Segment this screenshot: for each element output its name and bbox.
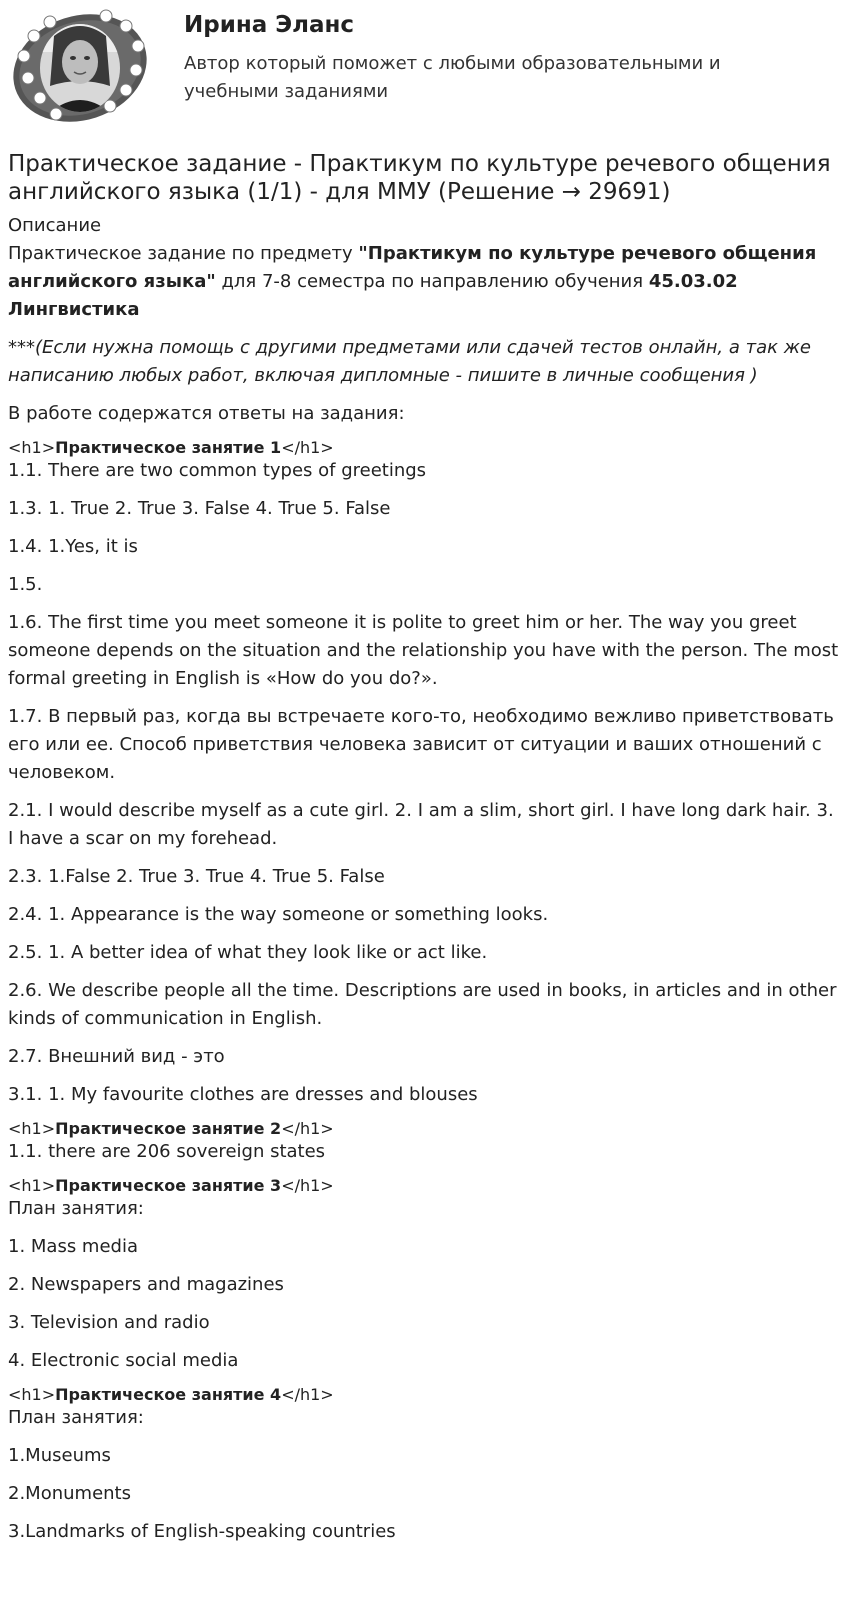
answer-item: 2.7. Внешний вид - это	[8, 1046, 225, 1067]
description-text	[8, 240, 839, 324]
h1-open-tag: <h1>	[8, 1385, 56, 1404]
film-reel-photo-frame-icon	[6, 6, 154, 126]
answer-item: 2.6. We describe people all the time. Descriptions are used in books, in articles and in other kinds of communication in English.	[8, 980, 837, 1029]
h1-open-tag: <h1>	[8, 438, 56, 457]
author-name[interactable]: Ирина Эланс	[184, 12, 355, 38]
description-middle: для 7-8 семестра по направлению обучения	[215, 271, 649, 292]
answer-item: 1.1. There are two common types of greetings	[8, 460, 427, 481]
page-title: Практическое задание - Практикум по культуре речевого общения английского языка (1/1) - для ММУ (Решение → 29691)	[8, 151, 831, 205]
author-header	[0, 0, 847, 138]
section-heading-2-text: Практическое занятие 2	[55, 1119, 282, 1138]
description-prefix: Практическое задание по предмету	[8, 243, 359, 264]
section-heading-1	[8, 438, 839, 457]
plan-item: 2. Newspapers and magazines	[8, 1274, 284, 1295]
answer-item: 3.1. 1. My favourite clothes are dresses and blouses	[8, 1084, 478, 1105]
answer-item: 1.5.	[8, 574, 43, 595]
document-content	[0, 150, 847, 1546]
answer-item: 2.1. I would describe myself as a cute girl. 2. I am a slim, short girl. I have long dark hair. 3. I have a scar on my forehead.	[8, 800, 834, 849]
h1-close-tag: </h1>	[281, 1385, 334, 1404]
description-direction: 45.03.02 Лингвистика	[8, 271, 738, 320]
plan-item: 3. Television and radio	[8, 1312, 210, 1333]
description-subject: "Практикум по культуре речевого общения английского языка"	[8, 243, 817, 292]
answer-item: 2.3. 1.False 2. True 3. True 4. True 5. False	[8, 866, 385, 887]
plan-item: 4. Electronic social media	[8, 1350, 239, 1371]
plan-item: 1. Mass media	[8, 1236, 138, 1257]
h1-open-tag: <h1>	[8, 1176, 56, 1195]
section-heading-4-text: Практическое занятие 4	[55, 1385, 282, 1404]
plan-label: План занятия:	[8, 1407, 144, 1428]
plan-item: 3.Landmarks of English-speaking countries	[8, 1521, 396, 1542]
intro-text: В работе содержатся ответы на задания:	[8, 403, 405, 424]
author-avatar[interactable]	[6, 6, 154, 126]
h1-open-tag: <h1>	[8, 1119, 56, 1138]
help-note: ***(Если нужна помощь с другими предметами или сдачей тестов онлайн, а так же написанию любых работ, включая дипломные - пишите в личные сообщения )	[8, 337, 811, 386]
answer-item: 2.5. 1. A better idea of what they look like or act like.	[8, 942, 488, 963]
section-heading-3	[8, 1176, 839, 1195]
h1-close-tag: </h1>	[281, 1119, 334, 1138]
section-heading-4	[8, 1385, 839, 1404]
answer-item: 1.7. В первый раз, когда вы встречаете кого-то, необходимо вежливо приветствовать его или ее. Способ приветствия человека зависит от ситуации и ваших отношений с человеком.	[8, 706, 834, 783]
answer-item: 2.4. 1. Appearance is the way someone or something looks.	[8, 904, 549, 925]
author-description: Автор который поможет с любыми образовательными и учебными заданиями	[184, 53, 721, 102]
plan-item: 1.Museums	[8, 1445, 111, 1466]
answer-item: 1.3. 1. True 2. True 3. False 4. True 5. False	[8, 498, 391, 519]
h1-close-tag: </h1>	[281, 438, 334, 457]
section-heading-3-text: Практическое занятие 3	[55, 1176, 282, 1195]
answer-item: 1.6. The first time you meet someone it is polite to greet him or her. The way you greet someone depends on the situation and the relationship you have with the person. The most formal greeting in English is «How do you do?».	[8, 612, 839, 689]
plan-item: 2.Monuments	[8, 1483, 131, 1504]
plan-label: План занятия:	[8, 1198, 144, 1219]
answer-item: 1.1. there are 206 sovereign states	[8, 1141, 326, 1162]
section-heading-2	[8, 1119, 839, 1138]
description-label: Описание	[8, 215, 102, 236]
answer-item: 1.4. 1.Yes, it is	[8, 536, 138, 557]
section-heading-1-text: Практическое занятие 1	[55, 438, 282, 457]
h1-close-tag: </h1>	[281, 1176, 334, 1195]
